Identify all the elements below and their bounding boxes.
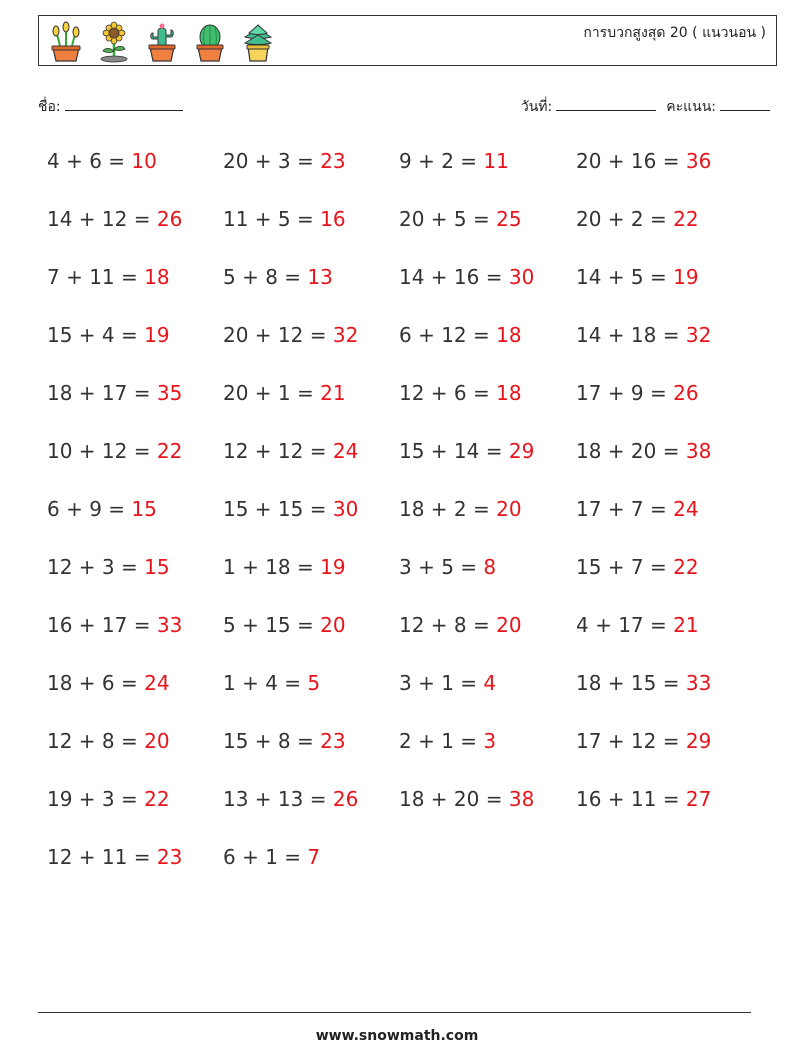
problem-item: [47, 780, 223, 838]
problem-answer: 33: [685, 671, 712, 695]
succulent-icon: [239, 21, 277, 63]
problem-answer: 26: [156, 207, 183, 231]
problem-item: [47, 490, 223, 548]
problem-answer: 29: [685, 729, 712, 753]
problem-item: [47, 432, 223, 490]
problem-item: [399, 432, 576, 490]
problem-question: 18 + 20 =: [399, 787, 509, 811]
problem-question: 14 + 18 =: [576, 323, 686, 347]
problem-question: 18 + 6 =: [47, 671, 145, 695]
problem-answer: 5: [307, 671, 321, 695]
problem-question: 20 + 16 =: [576, 149, 686, 173]
date-score-fields: [521, 96, 770, 118]
header-icons: [47, 20, 277, 64]
problem-item: [399, 200, 576, 258]
problem-item: [399, 490, 576, 548]
problem-question: 12 + 8 =: [47, 729, 145, 753]
problem-question: 1 + 4 =: [223, 671, 308, 695]
footer-site: www.snowmath.com: [315, 1028, 479, 1044]
problem-question: 15 + 14 =: [399, 439, 509, 463]
problem-question: 17 + 9 =: [576, 381, 674, 405]
problem-answer: 22: [673, 555, 699, 579]
problem-answer: 8: [483, 555, 497, 579]
score-label: คะแนน:: [666, 99, 716, 115]
problem-item: [47, 838, 223, 896]
cactus-icon: [143, 21, 181, 63]
problem-question: 20 + 5 =: [399, 207, 497, 231]
problem-question: 6 + 9 =: [47, 497, 132, 521]
problem-question: 12 + 3 =: [47, 555, 145, 579]
problem-answer: 16: [320, 207, 346, 231]
problem-answer: 24: [332, 439, 359, 463]
problem-item: [47, 200, 223, 258]
plant-pot-icon: [47, 21, 85, 63]
problem-item: [576, 780, 752, 838]
problem-answer: 32: [685, 323, 712, 347]
problem-item: [223, 548, 399, 606]
problem-answer: 38: [685, 439, 712, 463]
problem-question: 18 + 20 =: [576, 439, 686, 463]
problem-item: [399, 374, 576, 432]
problem-item: [399, 606, 576, 664]
problem-question: 20 + 1 =: [223, 381, 321, 405]
problem-question: 20 + 2 =: [576, 207, 674, 231]
problem-question: 18 + 15 =: [576, 671, 686, 695]
problem-question: 17 + 12 =: [576, 729, 686, 753]
sunflower-icon: [95, 21, 133, 63]
problem-item: [576, 200, 752, 258]
problem-answer: 15: [131, 497, 157, 521]
problem-answer: 10: [131, 149, 157, 173]
problem-item: [47, 316, 223, 374]
score-blank[interactable]: [720, 96, 770, 111]
problem-question: 6 + 1 =: [223, 845, 308, 869]
problem-answer: 19: [320, 555, 346, 579]
problem-answer: 20: [320, 613, 346, 637]
problem-question: 15 + 4 =: [47, 323, 145, 347]
problem-answer: 22: [673, 207, 699, 231]
problem-answer: 21: [320, 381, 346, 405]
problem-answer: 20: [496, 497, 522, 521]
problem-item: [576, 258, 752, 316]
problem-item: [576, 142, 752, 200]
worksheet-header: [38, 15, 777, 66]
problem-item: [223, 490, 399, 548]
problem-answer: 11: [483, 149, 509, 173]
problem-question: 18 + 17 =: [47, 381, 157, 405]
problem-answer: 19: [144, 323, 170, 347]
problem-item: [576, 664, 752, 722]
problem-question: 3 + 1 =: [399, 671, 484, 695]
problem-question: 17 + 7 =: [576, 497, 674, 521]
problem-answer: 3: [483, 729, 497, 753]
problem-item: [223, 606, 399, 664]
problem-answer: 25: [496, 207, 522, 231]
problem-item: [576, 606, 752, 664]
problem-item: [576, 316, 752, 374]
problem-item: [576, 548, 752, 606]
problem-item: [223, 838, 399, 896]
problem-answer: 27: [685, 787, 712, 811]
problem-answer: 7: [307, 845, 321, 869]
problem-question: 15 + 8 =: [223, 729, 321, 753]
problem-answer: 30: [508, 265, 535, 289]
problem-item: [47, 548, 223, 606]
problem-answer: 20: [144, 729, 170, 753]
problem-answer: 22: [156, 439, 183, 463]
problem-item: [223, 258, 399, 316]
problem-item: [576, 490, 752, 548]
round-cactus-icon: [191, 21, 229, 63]
worksheet-title: การบวกสูงสุด 20 ( แนวนอน ): [583, 25, 766, 41]
problem-item: [47, 664, 223, 722]
problem-question: 4 + 17 =: [576, 613, 674, 637]
problem-answer: 15: [144, 555, 170, 579]
problem-answer: 33: [156, 613, 183, 637]
problem-item: [223, 432, 399, 490]
problem-question: 4 + 6 =: [47, 149, 132, 173]
problem-question: 15 + 7 =: [576, 555, 674, 579]
problem-question: 14 + 12 =: [47, 207, 157, 231]
problem-answer: 29: [508, 439, 535, 463]
problem-question: 16 + 17 =: [47, 613, 157, 637]
problem-answer: 30: [332, 497, 359, 521]
name-blank[interactable]: [65, 96, 183, 111]
problem-item: [223, 664, 399, 722]
problem-question: 1 + 18 =: [223, 555, 321, 579]
problem-item: [47, 722, 223, 780]
problem-question: 20 + 12 =: [223, 323, 333, 347]
problem-item: [223, 316, 399, 374]
problem-item: [47, 606, 223, 664]
problem-question: 14 + 5 =: [576, 265, 674, 289]
problem-answer: 24: [144, 671, 170, 695]
problem-answer: 26: [673, 381, 699, 405]
score-field: [666, 96, 770, 118]
problem-answer: 23: [320, 149, 346, 173]
problem-answer: 35: [156, 381, 183, 405]
problem-question: 5 + 15 =: [223, 613, 321, 637]
problem-answer: 18: [496, 381, 522, 405]
problem-question: 13 + 13 =: [223, 787, 333, 811]
problem-item: [399, 780, 576, 838]
footer-divider: [38, 1012, 751, 1013]
problem-question: 12 + 6 =: [399, 381, 497, 405]
problem-question: 11 + 5 =: [223, 207, 321, 231]
problem-item: [223, 200, 399, 258]
problem-item: [576, 432, 752, 490]
problem-item: [223, 142, 399, 200]
problem-answer: 23: [156, 845, 183, 869]
problem-item: [399, 722, 576, 780]
problem-question: 12 + 8 =: [399, 613, 497, 637]
problem-answer: 18: [496, 323, 522, 347]
problem-answer: 24: [673, 497, 699, 521]
problem-item: [576, 374, 752, 432]
problem-question: 10 + 12 =: [47, 439, 157, 463]
problem-answer: 23: [320, 729, 346, 753]
problem-grid: [47, 142, 767, 896]
problem-answer: 32: [332, 323, 359, 347]
date-blank[interactable]: [556, 96, 656, 111]
problem-item: [399, 664, 576, 722]
problem-answer: 26: [332, 787, 359, 811]
problem-question: 16 + 11 =: [576, 787, 686, 811]
name-label: ชื่อ:: [38, 99, 61, 115]
problem-item: [399, 258, 576, 316]
problem-question: 18 + 2 =: [399, 497, 497, 521]
problem-answer: 18: [144, 265, 170, 289]
problem-item: [223, 722, 399, 780]
name-field: [38, 96, 183, 118]
problem-question: 14 + 16 =: [399, 265, 509, 289]
problem-question: 5 + 8 =: [223, 265, 308, 289]
problem-question: 12 + 12 =: [223, 439, 333, 463]
problem-question: 12 + 11 =: [47, 845, 157, 869]
problem-question: 2 + 1 =: [399, 729, 484, 753]
problem-item: [47, 258, 223, 316]
problem-answer: 21: [673, 613, 699, 637]
problem-item: [399, 548, 576, 606]
problem-question: 15 + 15 =: [223, 497, 333, 521]
problem-answer: 4: [483, 671, 497, 695]
problem-answer: 20: [496, 613, 522, 637]
problem-item: [399, 316, 576, 374]
problem-answer: 22: [144, 787, 170, 811]
problem-item: [576, 722, 752, 780]
date-label: วันที่:: [520, 99, 553, 115]
problem-answer: 13: [307, 265, 333, 289]
problem-question: 9 + 2 =: [399, 149, 484, 173]
problem-answer: 36: [685, 149, 712, 173]
problem-item: [47, 374, 223, 432]
problem-answer: 38: [508, 787, 535, 811]
problem-item: [47, 142, 223, 200]
problem-question: 3 + 5 =: [399, 555, 484, 579]
problem-item: [223, 780, 399, 838]
problem-question: 6 + 12 =: [399, 323, 497, 347]
problem-question: 19 + 3 =: [47, 787, 145, 811]
date-field: [521, 96, 656, 118]
problem-answer: 19: [673, 265, 699, 289]
problem-question: 20 + 3 =: [223, 149, 321, 173]
problem-item: [223, 374, 399, 432]
problem-question: 7 + 11 =: [47, 265, 145, 289]
problem-item: [399, 142, 576, 200]
